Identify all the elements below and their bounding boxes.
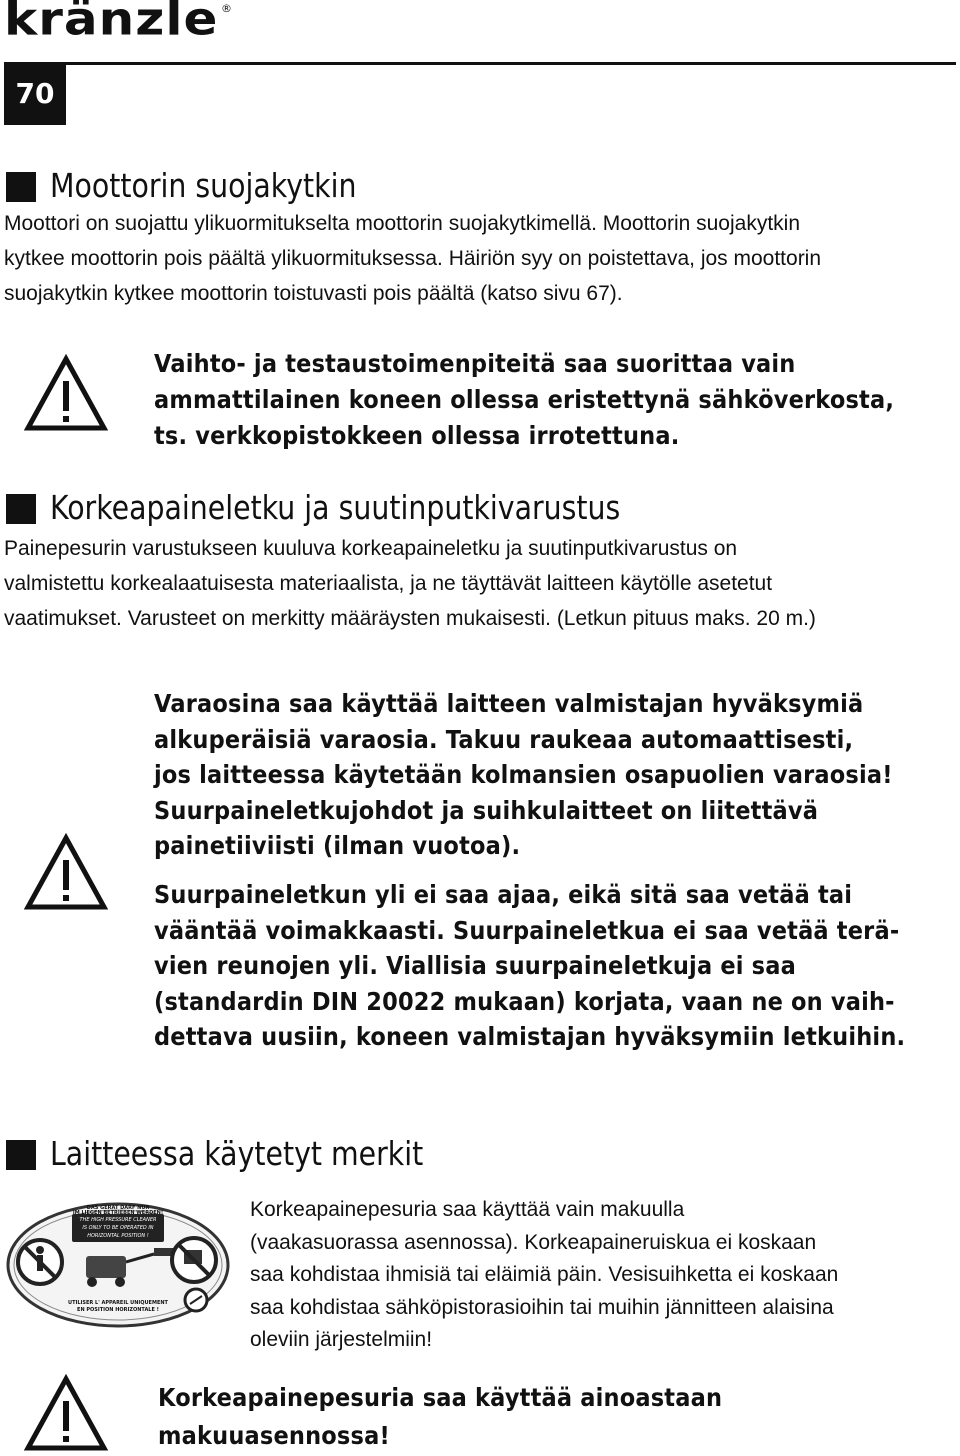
text-line: Vaihto- ja testaustoimenpiteitä saa suorittaa vain xyxy=(154,349,796,378)
label-text: THE HIGH PRESSURE CLEANER xyxy=(79,1217,157,1223)
warning-text-horizontal-position xyxy=(158,1379,722,1455)
text-line: vien reunojen yli. Viallisia suurpaineletkuja ei saa xyxy=(154,951,796,980)
label-text: EN POSITION HORIZONTALE ! xyxy=(77,1307,159,1313)
text-line: (standardin DIN 20022 mukaan) korjata, vaan ne on vaih- xyxy=(154,986,895,1016)
text-line: Moottori on suojattu ylikuormitukselta moottorin suojakytkimellä. Moottorin suojakytkin xyxy=(4,212,801,235)
text-line: oleviin järjestelmiin! xyxy=(250,1328,433,1352)
label-text: UTILISER L' APPAREIL UNIQUEMENT xyxy=(68,1300,168,1306)
warning-text-maintenance xyxy=(154,346,894,454)
text-line: jos laitteessa käytetään kolmansien osapuolien varaosia! xyxy=(154,760,893,789)
text-line: kytkee moottorin pois päältä ylikuormituksessa. Häiriön syy on poistettava, jos moottorin xyxy=(4,247,822,270)
registered-mark: ® xyxy=(221,2,232,15)
text-line: ammattilainen koneen ollessa eristettynä sähköverkosta, xyxy=(154,385,895,414)
warning-triangle-icon xyxy=(24,1374,108,1452)
label-text: IS ONLY TO BE OPERATED IN xyxy=(82,1225,154,1231)
section-bullet xyxy=(6,172,36,202)
text-line: vääntää voimakkaasti. Suurpaineletkua ei saa vetää terä- xyxy=(154,915,900,945)
text-line: valmistettu korkealaatuisesta materiaalista, ja ne täyttävät laitteen käytölle asetetut xyxy=(4,572,773,595)
warning-text-spare-parts xyxy=(154,686,893,864)
text-line: Varaosina saa käyttää laitteen valmistajan hyväksymiä xyxy=(154,689,864,718)
section-body-hose xyxy=(4,531,816,636)
text-line: Korkeapainepesuria saa käyttää vain makuulla xyxy=(250,1198,685,1221)
section-heading-device-symbols: Laitteessa käytetyt merkit xyxy=(50,1134,424,1173)
device-warning-label-image xyxy=(4,1200,232,1330)
header-rule xyxy=(66,62,956,65)
label-text: HORIZONTAL POSITION ! xyxy=(87,1233,149,1239)
warning-text-hose-handling xyxy=(154,877,905,1055)
page-number: 70 xyxy=(4,62,66,125)
section-heading-motor-protection: Moottorin suojakytkin xyxy=(50,166,357,205)
text-line: suojakytkin kytkee moottorin toistuvasti pois päältä (katso sivu 67). xyxy=(4,282,623,305)
text-line: saa kohdistaa sähköpistorasioihin tai muihin jännitteen alaisina xyxy=(250,1295,834,1319)
section-bullet xyxy=(6,494,36,524)
label-text: IM LIEGEN BETRIEBEN WERDEN! xyxy=(72,1210,164,1216)
kranzle-logo: kränzle xyxy=(4,0,219,46)
warning-triangle-icon xyxy=(24,354,108,432)
text-line: Suurpaineletkujohdot ja suihkulaitteet on liitettävä xyxy=(154,795,819,825)
text-line: saa kohdistaa ihmisiä tai eläimiä päin. Vesisuihketta ei koskaan xyxy=(250,1263,839,1287)
section-heading-hose: Korkeapaineletku ja suutinputkivarustus xyxy=(50,488,621,527)
section-body-device-symbols xyxy=(250,1194,838,1357)
text-line: Suurpaineletkun yli ei saa ajaa, eikä sitä saa vetää tai xyxy=(154,880,853,909)
text-line: painetiiviisti (ilman vuotoa). xyxy=(154,831,521,860)
text-line: (vaakasuorassa asennossa). Korkeapaineruiskua ei koskaan xyxy=(250,1230,817,1254)
label-text: DAS GERÄT DARF NUR xyxy=(86,1205,150,1211)
text-line: alkuperäisiä varaosia. Takuu raukeaa automaattisesti, xyxy=(154,724,854,754)
section-bullet xyxy=(6,1140,36,1170)
text-line: ts. verkkopistokkeen ollessa irrotettuna. xyxy=(154,421,680,450)
text-line: vaatimukset. Varusteet on merkitty määräysten mukaisesti. (Letkun pituus maks. 20 m.) xyxy=(4,607,816,630)
warning-triangle-icon xyxy=(24,833,108,911)
text-line: makuuasennossa! xyxy=(158,1421,390,1450)
text-line: dettava uusiin, koneen valmistajan hyväksymiin letkuihin. xyxy=(154,1022,906,1051)
section-body-motor-protection xyxy=(4,206,821,311)
text-line: Korkeapainepesuria saa käyttää ainoastaan xyxy=(158,1383,723,1412)
text-line: Painepesurin varustukseen kuuluva korkeapaineletku ja suutinputkivarustus on xyxy=(4,537,738,560)
